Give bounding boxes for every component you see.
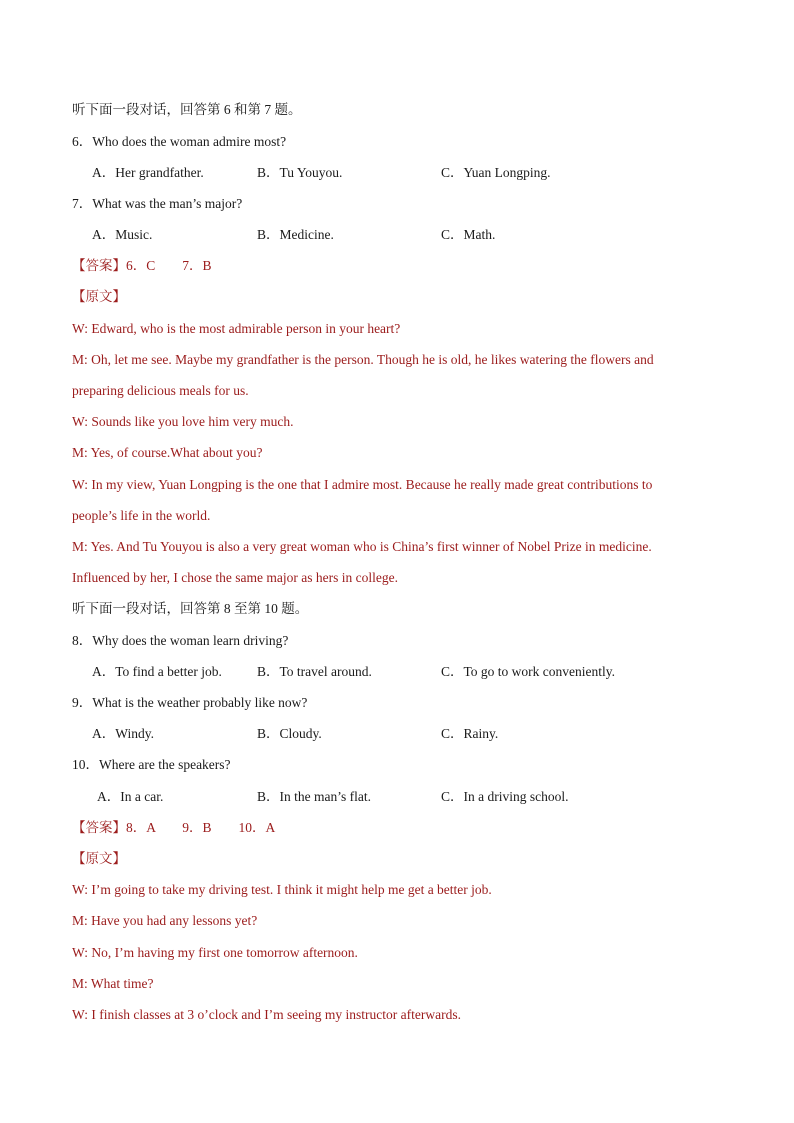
question-9: 9．What is the weather probably like now? (72, 695, 308, 710)
q6-option-a: A．Her grandfather. (92, 165, 204, 180)
answer-key-1: 【答案】6．C 7．B (72, 258, 212, 273)
transcript-label-2: 【原文】 (72, 851, 126, 866)
transcript-line: M: What time? (72, 976, 154, 991)
transcript-line: W: Sounds like you love him very much. (72, 414, 294, 429)
transcript-line: W: I finish classes at 3 o’clock and I’m seeing my instructor afterwards. (72, 1007, 462, 1022)
question-7: 7．What was the man’s major? (72, 196, 243, 211)
question-8: 8．Why does the woman learn driving? (72, 633, 289, 648)
q7-option-b: B．Medicine. (257, 227, 334, 242)
transcript-line: M: Oh, let me see. Maybe my grandfather is the person. Though he is old, he likes watering the flowers and (72, 352, 654, 367)
transcript-line: people’s life in the world. (72, 508, 211, 523)
section1-instruction: 听下面一段对话，回答第 6 和第 7 题。 (72, 102, 302, 117)
answer-key-2: 【答案】8．A 9．B 10．A (72, 820, 276, 835)
section2-instruction: 听下面一段对话，回答第 8 至第 10 题。 (72, 601, 309, 616)
question-10: 10．Where are the speakers? (72, 757, 231, 772)
transcript-line: W: In my view, Yuan Longping is the one that I admire most. Because he really made great contributions to (72, 477, 653, 492)
transcript-line: Influenced by her, I chose the same major as hers in college. (72, 570, 398, 585)
q10-option-b: B．In the man’s flat. (257, 789, 371, 804)
transcript-line: M: Yes. And Tu Youyou is also a very great woman who is China’s first winner of Nobel Prize in medicine. (72, 539, 652, 554)
q8-option-a: A．To find a better job. (92, 664, 222, 679)
q6-option-b: B．Tu Youyou. (257, 165, 343, 180)
transcript-line: M: Have you had any lessons yet? (72, 913, 258, 928)
q8-option-c: C．To go to work conveniently. (441, 664, 616, 679)
transcript-line: W: Edward, who is the most admirable person in your heart? (72, 321, 401, 336)
transcript-label-1: 【原文】 (72, 289, 126, 304)
q10-option-a: A．In a car. (97, 789, 164, 804)
q9-option-c: C．Rainy. (441, 726, 499, 741)
transcript-line: W: I’m going to take my driving test. I think it might help me get a better job. (72, 882, 492, 897)
q7-option-c: C．Math. (441, 227, 496, 242)
q7-option-a: A．Music. (92, 227, 153, 242)
q9-option-b: B．Cloudy. (257, 726, 322, 741)
transcript-line: W: No, I’m having my first one tomorrow afternoon. (72, 945, 358, 960)
q6-option-c: C．Yuan Longping. (441, 165, 551, 180)
q10-option-c: C．In a driving school. (441, 789, 569, 804)
transcript-line: preparing delicious meals for us. (72, 383, 249, 398)
transcript-line: M: Yes, of course.What about you? (72, 445, 263, 460)
q8-option-b: B．To travel around. (257, 664, 372, 679)
q9-option-a: A．Windy. (92, 726, 154, 741)
question-6: 6．Who does the woman admire most? (72, 134, 287, 149)
